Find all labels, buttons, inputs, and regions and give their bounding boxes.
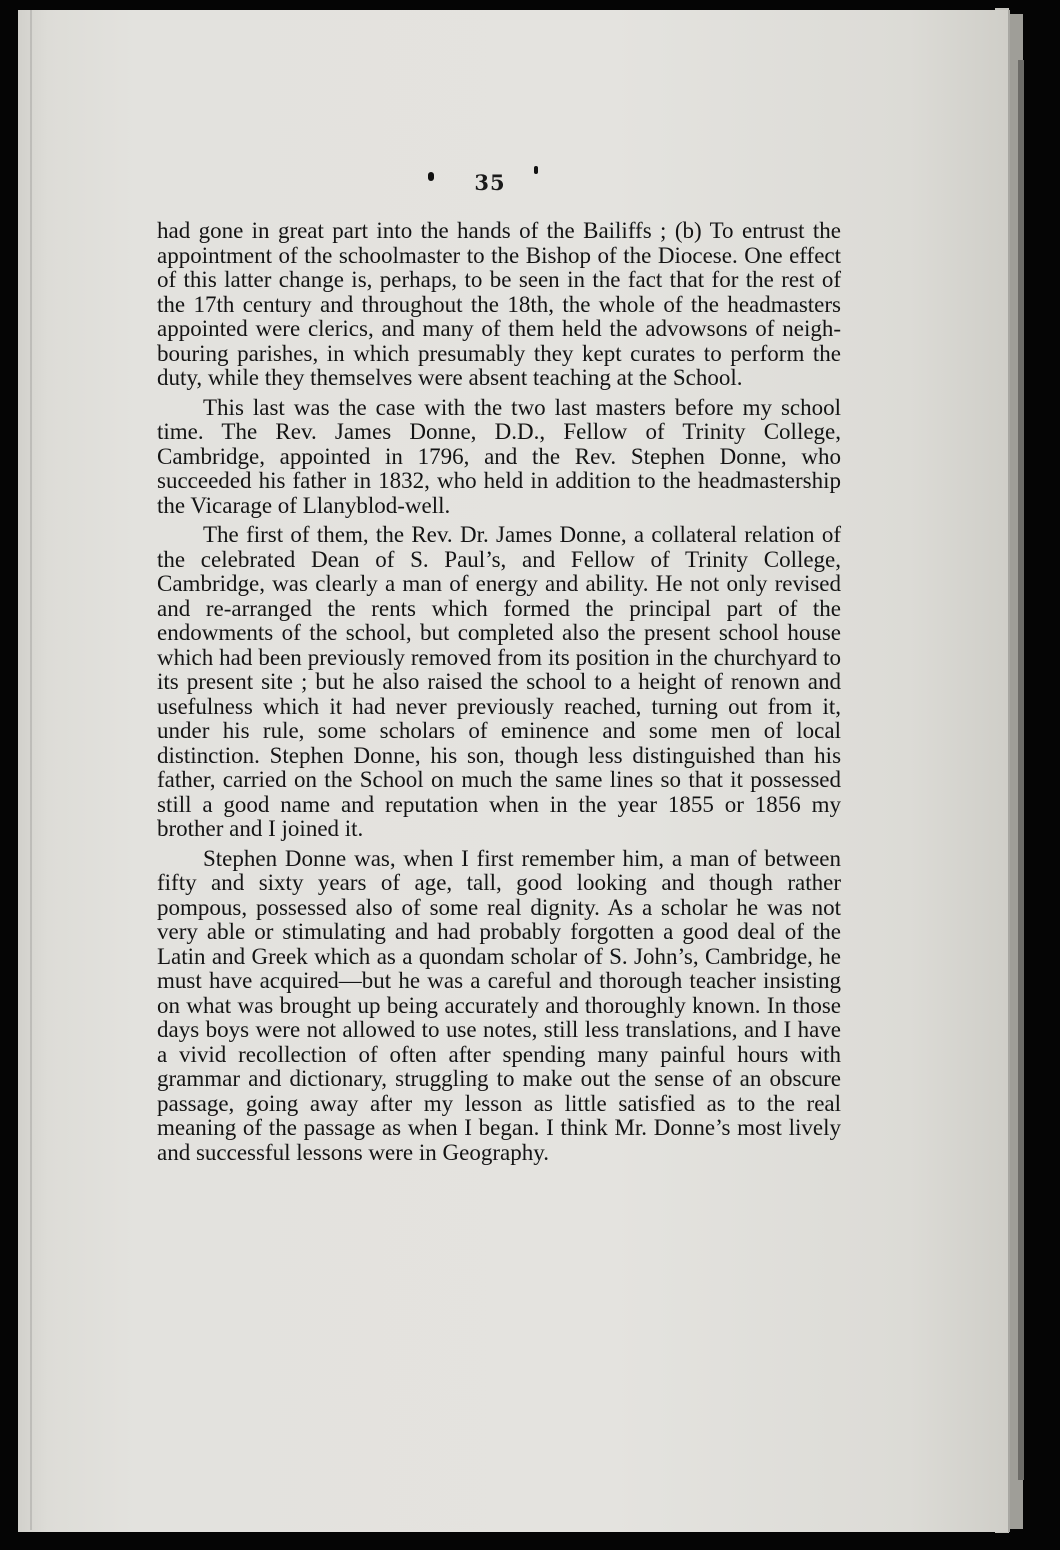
text-line: and some men of local distinction. Stephen Donne, his son, xyxy=(157,718,841,768)
page-stack-shadow xyxy=(1018,60,1024,1480)
text-line: and I joined it. xyxy=(229,816,364,841)
text-line: at the School. xyxy=(616,365,743,390)
text-line: in addition to the headmastership the Vicarage of Llanyblod- xyxy=(157,468,841,518)
text-line: well. xyxy=(404,492,451,518)
text-line: renown and usefulness which it had never previously reached, xyxy=(157,669,842,719)
paragraph-stephen-donne xyxy=(157,847,841,1166)
text-line: As a scholar he was not very able or stimulating and had xyxy=(157,894,842,944)
body-text xyxy=(157,219,841,1165)
text-line: real meaning of the passage as when I began. I think Mr. xyxy=(157,1090,842,1140)
text-line: my school time. The Rev. James Donne, D.D., Fellow of xyxy=(157,394,842,444)
text-line: relation of the celebrated Dean of S. Paul’s, and Fellow of xyxy=(157,522,842,572)
text-line: Donne’s most lively and successful lessons were in Geography. xyxy=(157,1115,841,1165)
text-line: of often after spending many painful hours with grammar and xyxy=(157,1041,841,1091)
text-line: Stephen Donne was, when I first remember him, a man of xyxy=(203,845,757,871)
text-line: present site ; but he also raised the school to a height of xyxy=(186,669,723,694)
text-line: insisting on what was brought up being accurately and xyxy=(157,968,841,1018)
text-line: use notes, still less translations, and I have a vivid recollection xyxy=(157,1017,842,1067)
page-number: 35 xyxy=(474,170,506,195)
text-line: probably forgotten a good deal of the Latin and Greek which xyxy=(157,919,841,969)
text-line: seen in the fact that for the rest of the 17th century and xyxy=(157,267,841,317)
text-line: This last was the case with the two last masters before xyxy=(203,394,734,420)
text-line: as a quondam scholar of S. John’s, Cambridge, he must xyxy=(157,943,842,993)
text-line: name and reputation when in the year 1855 or 1856 my brother xyxy=(157,791,841,841)
text-line: entrust the appointment of the schoolmaster to the Bishop of xyxy=(157,218,842,268)
text-line: Trinity College, Cambridge, appointed in 1796, and the Rev. xyxy=(157,419,841,469)
text-line: had gone in great part into the hands of the Bailiffs ; (b) To xyxy=(157,218,734,243)
text-line: though rather pompous, possessed also of some real dignity. xyxy=(157,870,841,920)
paragraph-james-donne xyxy=(157,523,841,842)
text-line: dictionary, struggling to make out the sense of an obscure xyxy=(289,1066,842,1091)
text-line: were clerics, and many of them held the advowsons of neigh- xyxy=(255,316,841,341)
text-line: bouring parishes, in which presumably they kept curates to xyxy=(157,340,722,366)
text-line: passage, going away after my lesson as little satisfied as to the xyxy=(157,1090,795,1116)
text-line: though less distinguished than his father, carried on the xyxy=(157,742,842,792)
text-line: The first of them, the Rev. Dr. James Donne, a collateral xyxy=(203,522,737,547)
binding-fold xyxy=(30,10,32,1530)
text-line: Stephen Donne, who succeeded his father in 1832, who held xyxy=(157,443,841,493)
text-line: previously removed from its position in the churchyard to its xyxy=(157,644,841,694)
text-line: formed the principal part of the endowments of the school, xyxy=(157,595,842,645)
text-line: School on much the same lines so that it possessed still a good xyxy=(157,767,842,817)
paragraph-last-masters xyxy=(157,396,841,519)
text-line: have acquired—but he was a careful and thorough teacher xyxy=(208,968,756,993)
text-line: throughout the 18th, the whole of the headmasters appointed xyxy=(157,291,841,341)
text-line: Trinity College, Cambridge, was clearly a man of energy and xyxy=(157,546,842,596)
text-line: the Diocese. One effect of this latter change is, perhaps, to be xyxy=(157,242,842,292)
text-line: perform the duty, while they themselves were absent teaching xyxy=(157,340,841,390)
paragraph-continuation xyxy=(157,219,841,391)
text-line: but completed also the present school house which had been xyxy=(157,620,841,670)
text-line: turning out from it, under his rule, some scholars of eminence xyxy=(157,693,841,743)
text-line: between fifty and sixty years of age, tall, good looking and xyxy=(157,845,842,895)
text-line: ability. He not only revised and re-arranged the rents which xyxy=(157,571,842,621)
text-line: thoroughly known. In those days boys were not allowed to xyxy=(157,992,842,1042)
